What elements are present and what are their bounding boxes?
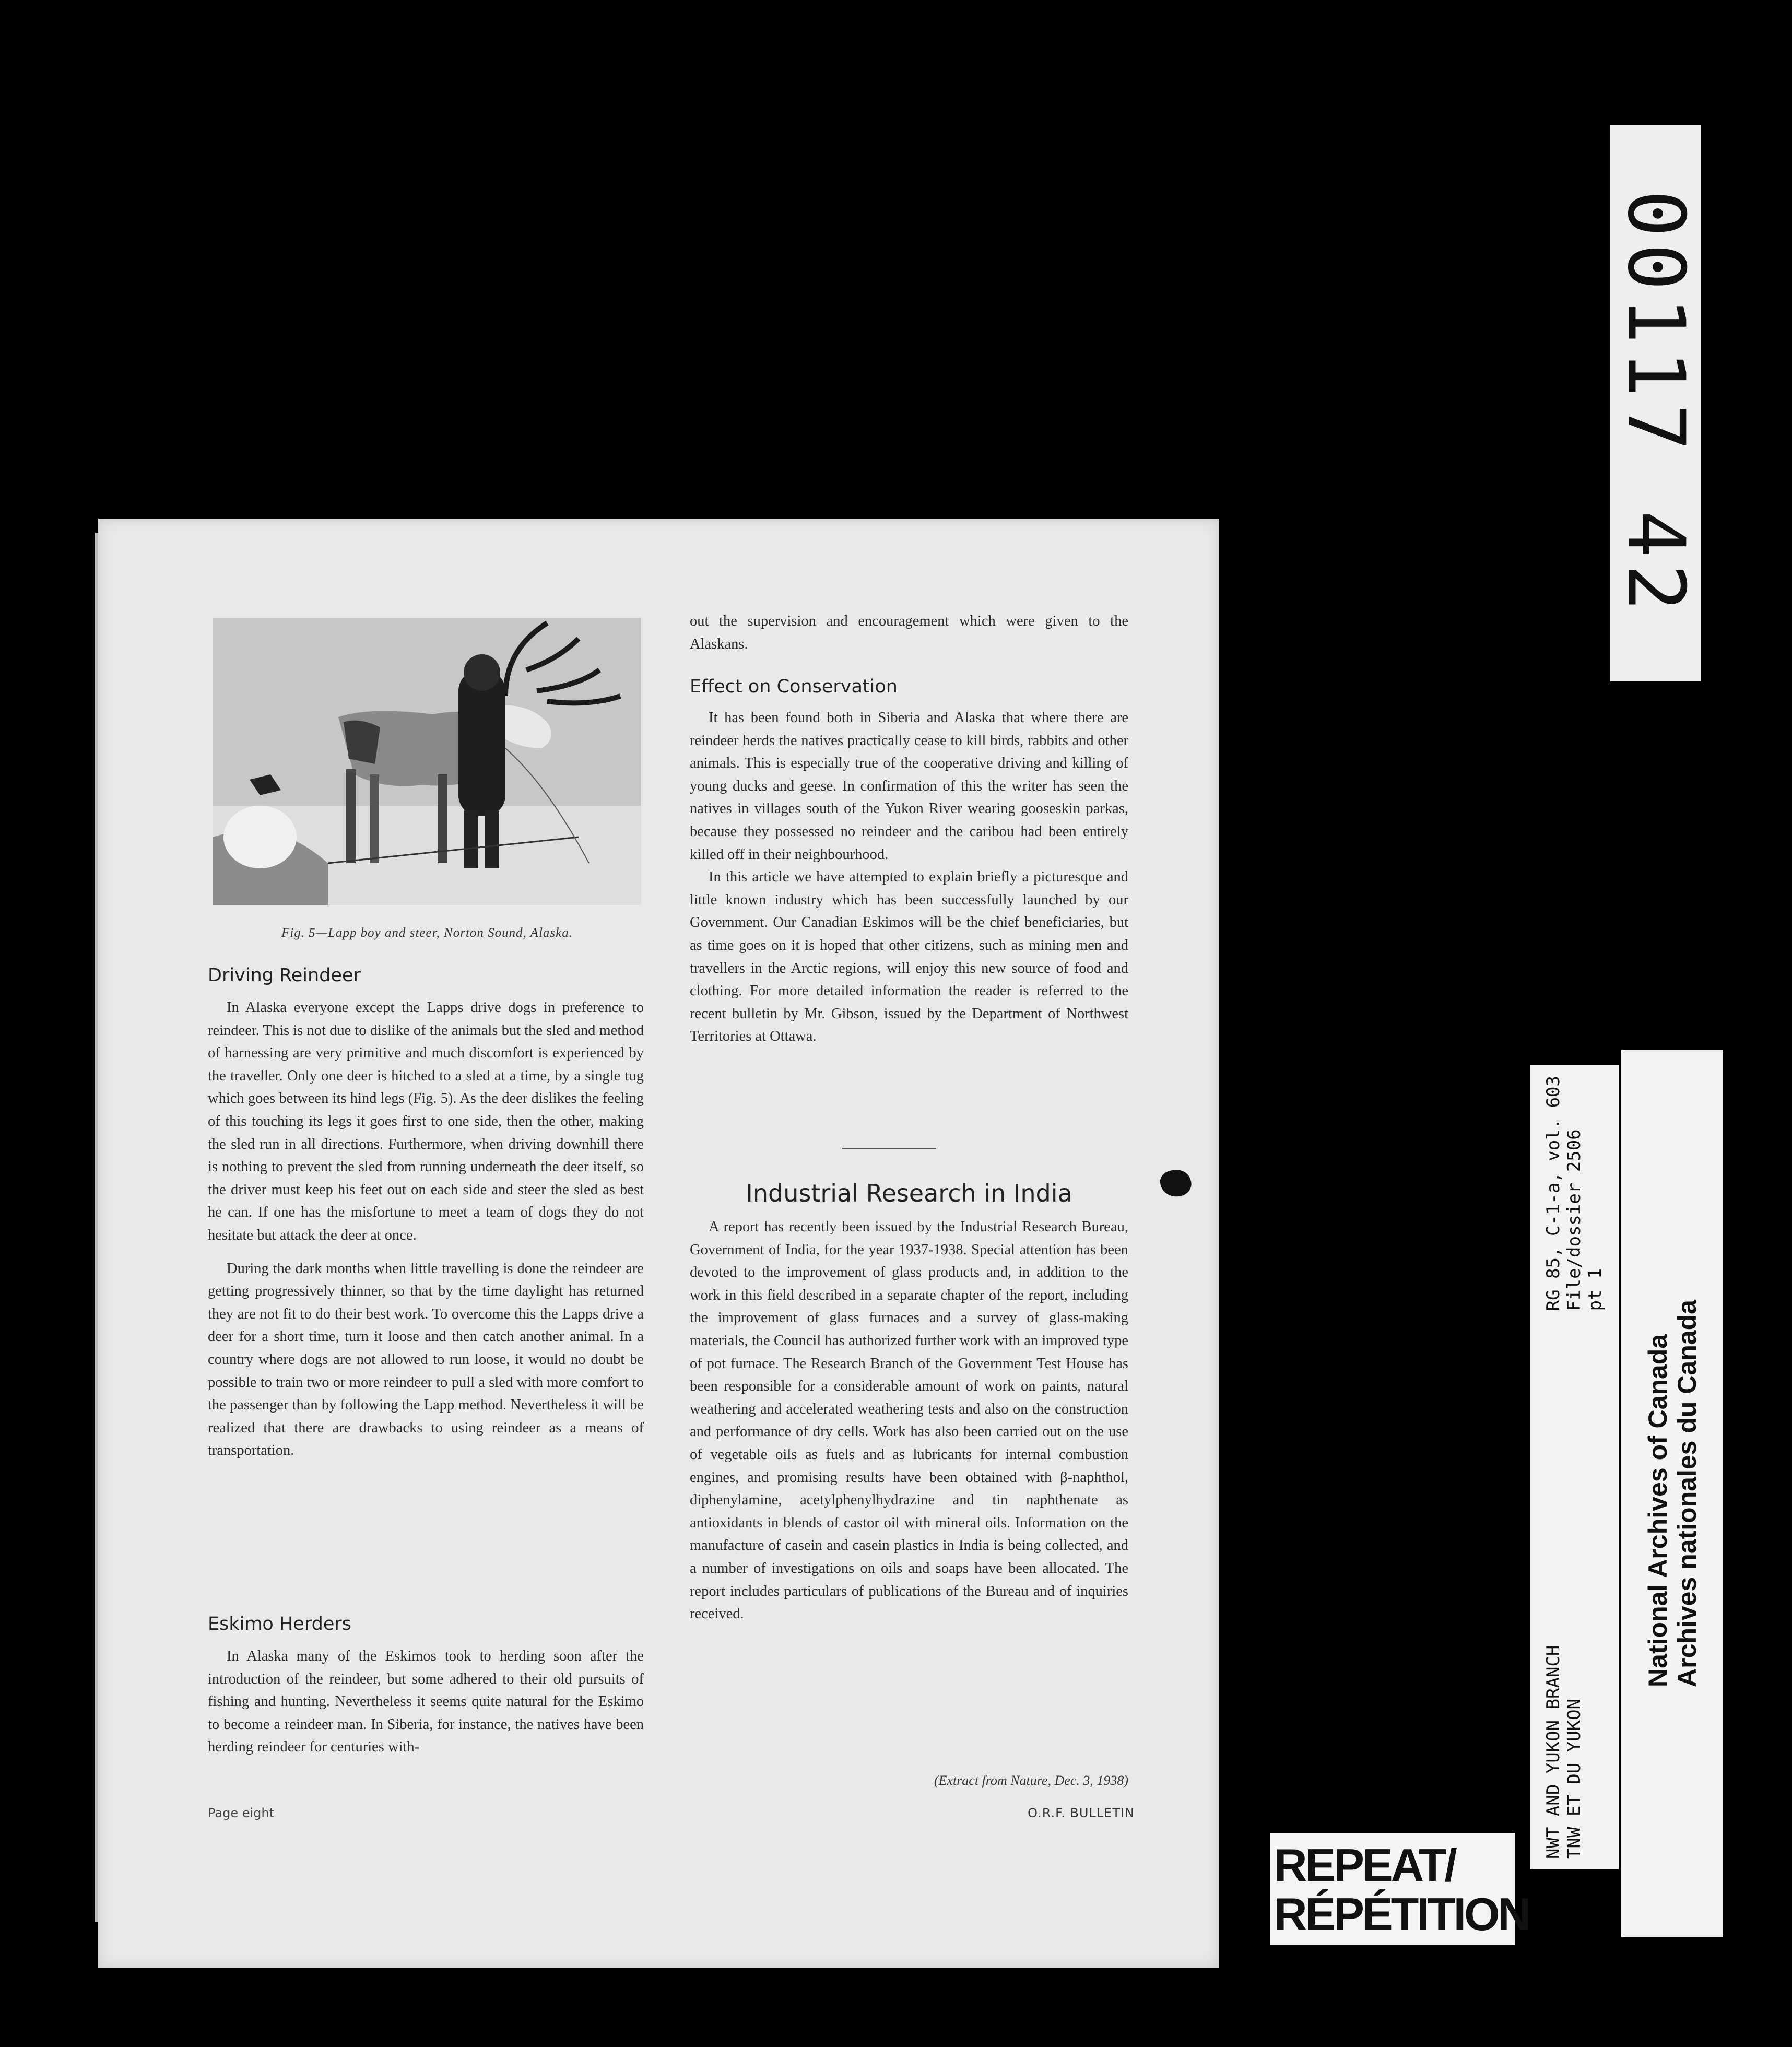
- conservation-paragraph-2: In this article we have attempted to explain briefly a picturesque and little known industry which has been successfully launched by our Government. Our Canadian Eskimos will be the chief beneficiaries, but as time goes on it is hoped that other citizens, such as mining men and travellers in the Arctic regions, will enjoy this new source of food and clothing. For more detailed information the reader is referred to the recent bulletin by Mr. Gibson, issued by the Department of Northwest Territories at Ottawa.: [690, 869, 1128, 1045]
- reference-line-1: RG 85, C-1-a, vol. 603: [1543, 1076, 1564, 1311]
- conservation-text: [690, 707, 1128, 1048]
- herders-paragraph-1: In Alaska many of the Eskimos took to herding soon after the introduction of the reindeer, but some adhered to their old pursuits of fishing and hunting. Nevertheless it seems quite natural for the Eskimo to become a reindeer man. In Siberia, for instance, the natives have been herding reindeer for centuries with-: [208, 1648, 644, 1756]
- driving-paragraph-2: During the dark months when little travelling is done the reindeer are getting progressively thinner, so that by the time daylight has returned they are not fit to do their best work. To overcome this the Lapps drive a deer for a short time, turn it loose and then catch another animal. In a country where dogs are not allowed to run loose, it would no doubt be possible to train two or more reindeer to pull a sled with more comfort to the passenger than by following the Lapp method. Nevertheless it will be realized that there are drawbacks to using reindeer as a means of transportation.: [208, 1260, 644, 1459]
- conservation-paragraph-1: It has been found both in Siberia and Alaska that where there are reindeer herds the natives practically cease to kill birds, rabbits and other animals. This is especially true of the cooperative driving and killing of young ducks and geese. In confirmation of this the writer has seen the natives in villages south of the Yukon River wearing gooseskin parkas, because they possessed no reindeer and the caribou had been entirely killed off in their neighbourhood.: [690, 710, 1128, 863]
- photo-illustration: [213, 618, 641, 905]
- photo-caption: Fig. 5—Lapp boy and steer, Norton Sound, Alaska.: [281, 926, 573, 940]
- microfilm-frame-number: [1610, 125, 1701, 681]
- heading-effect-on-conservation: Effect on Conservation: [690, 676, 898, 697]
- frame-number-text: 00117 42: [1610, 190, 1701, 617]
- heading-eskimo-herders: Eskimo Herders: [208, 1614, 351, 1634]
- branch-line-1: NWT AND YUKON BRANCH: [1543, 1645, 1564, 1859]
- ink-blot: [1158, 1166, 1194, 1200]
- archive-reference-label: [1530, 1065, 1619, 1869]
- reference-line-2: File/dossier 2506: [1564, 1129, 1585, 1311]
- driving-reindeer-text: [208, 996, 644, 1462]
- driving-paragraph-1: In Alaska everyone except the Lapps drive dogs in preference to reindeer. This is not due to dislike of the animals but the sled and method of harnessing are very primitive and much discomfort is experienced by the traveller. Only one deer is hitched to a sled at a time, by a single tug which goes between its hind legs (Fig. 5). As the deer dislikes the feeling of this touching its legs it goes first to one side, then the other, making the sled run in all directions. Furthermore, when driving downhill there is nothing to prevent the sled from running underneath the deer itself, so the driver must keep his feet out on each side and steer the sled as best he can. If one has the misfortune to meet a team of dogs they do not hesitate but attack the deer at once.: [208, 999, 644, 1243]
- archives-name-english: National Archives of Canada: [1643, 1334, 1672, 1687]
- repeat-label-french: RÉPÉTITION: [1274, 1888, 1529, 1940]
- eskimo-herders-text: [208, 1645, 644, 1759]
- continued-text: [690, 610, 1128, 655]
- section-divider: [842, 1148, 936, 1149]
- repeat-label-english: REPEAT/: [1274, 1839, 1455, 1891]
- page-number: Page eight: [208, 1806, 275, 1820]
- india-paragraph-1: A report has recently been issued by the Industrial Research Bureau, Government of India, for the year 1937-1938. Special attention has been devoted to the improvement of glass products and, in addition to the work in this field described in a separate chapter of the report, including the improvement of glass furnaces and a survey of glass-making materials, the Council has authorized further work with an improved type of pot furnace. The Research Branch of the Government Test House has been responsible for a considerable amount of work on paints, natural weathering and accelerated weathering tests and also on the construction and performance of dry cells. Work has also been carried out on the use of vegetable oils as fuels and as lubricants for internal combustion engines, and promising results have been obtained with β-naphthol, diphenylamine, acetylphenylhydrazine and tin naphthenate as antioxidants in blends of castor oil with mineral oils. Information on the manufacture of casein and casein plastics in India is being collected, and a number of investigations on oils and soaps have been allocated. The report includes particulars of publications of the Bureau and of inquiries received.: [690, 1219, 1128, 1622]
- document-page: [98, 519, 1219, 1968]
- national-archives-label: [1621, 1050, 1723, 1937]
- reference-line-3: pt 1: [1585, 1268, 1606, 1311]
- reindeer-photo: [213, 618, 641, 905]
- article-title-india: Industrial Research in India: [746, 1179, 1072, 1207]
- publication-name: O.R.F. BULLETIN: [1028, 1806, 1135, 1820]
- heading-driving-reindeer: Driving Reindeer: [208, 965, 361, 986]
- continued-paragraph: out the supervision and encouragement which were given to the Alaskans.: [690, 613, 1128, 652]
- repeat-stamp: [1270, 1833, 1529, 1945]
- archives-name-french: Archives nationales du Canada: [1672, 1300, 1702, 1687]
- branch-line-2: TNW ET DU YUKON: [1564, 1698, 1585, 1859]
- article-source: (Extract from Nature, Dec. 3, 1938): [934, 1773, 1128, 1788]
- india-article-text: [690, 1216, 1128, 1626]
